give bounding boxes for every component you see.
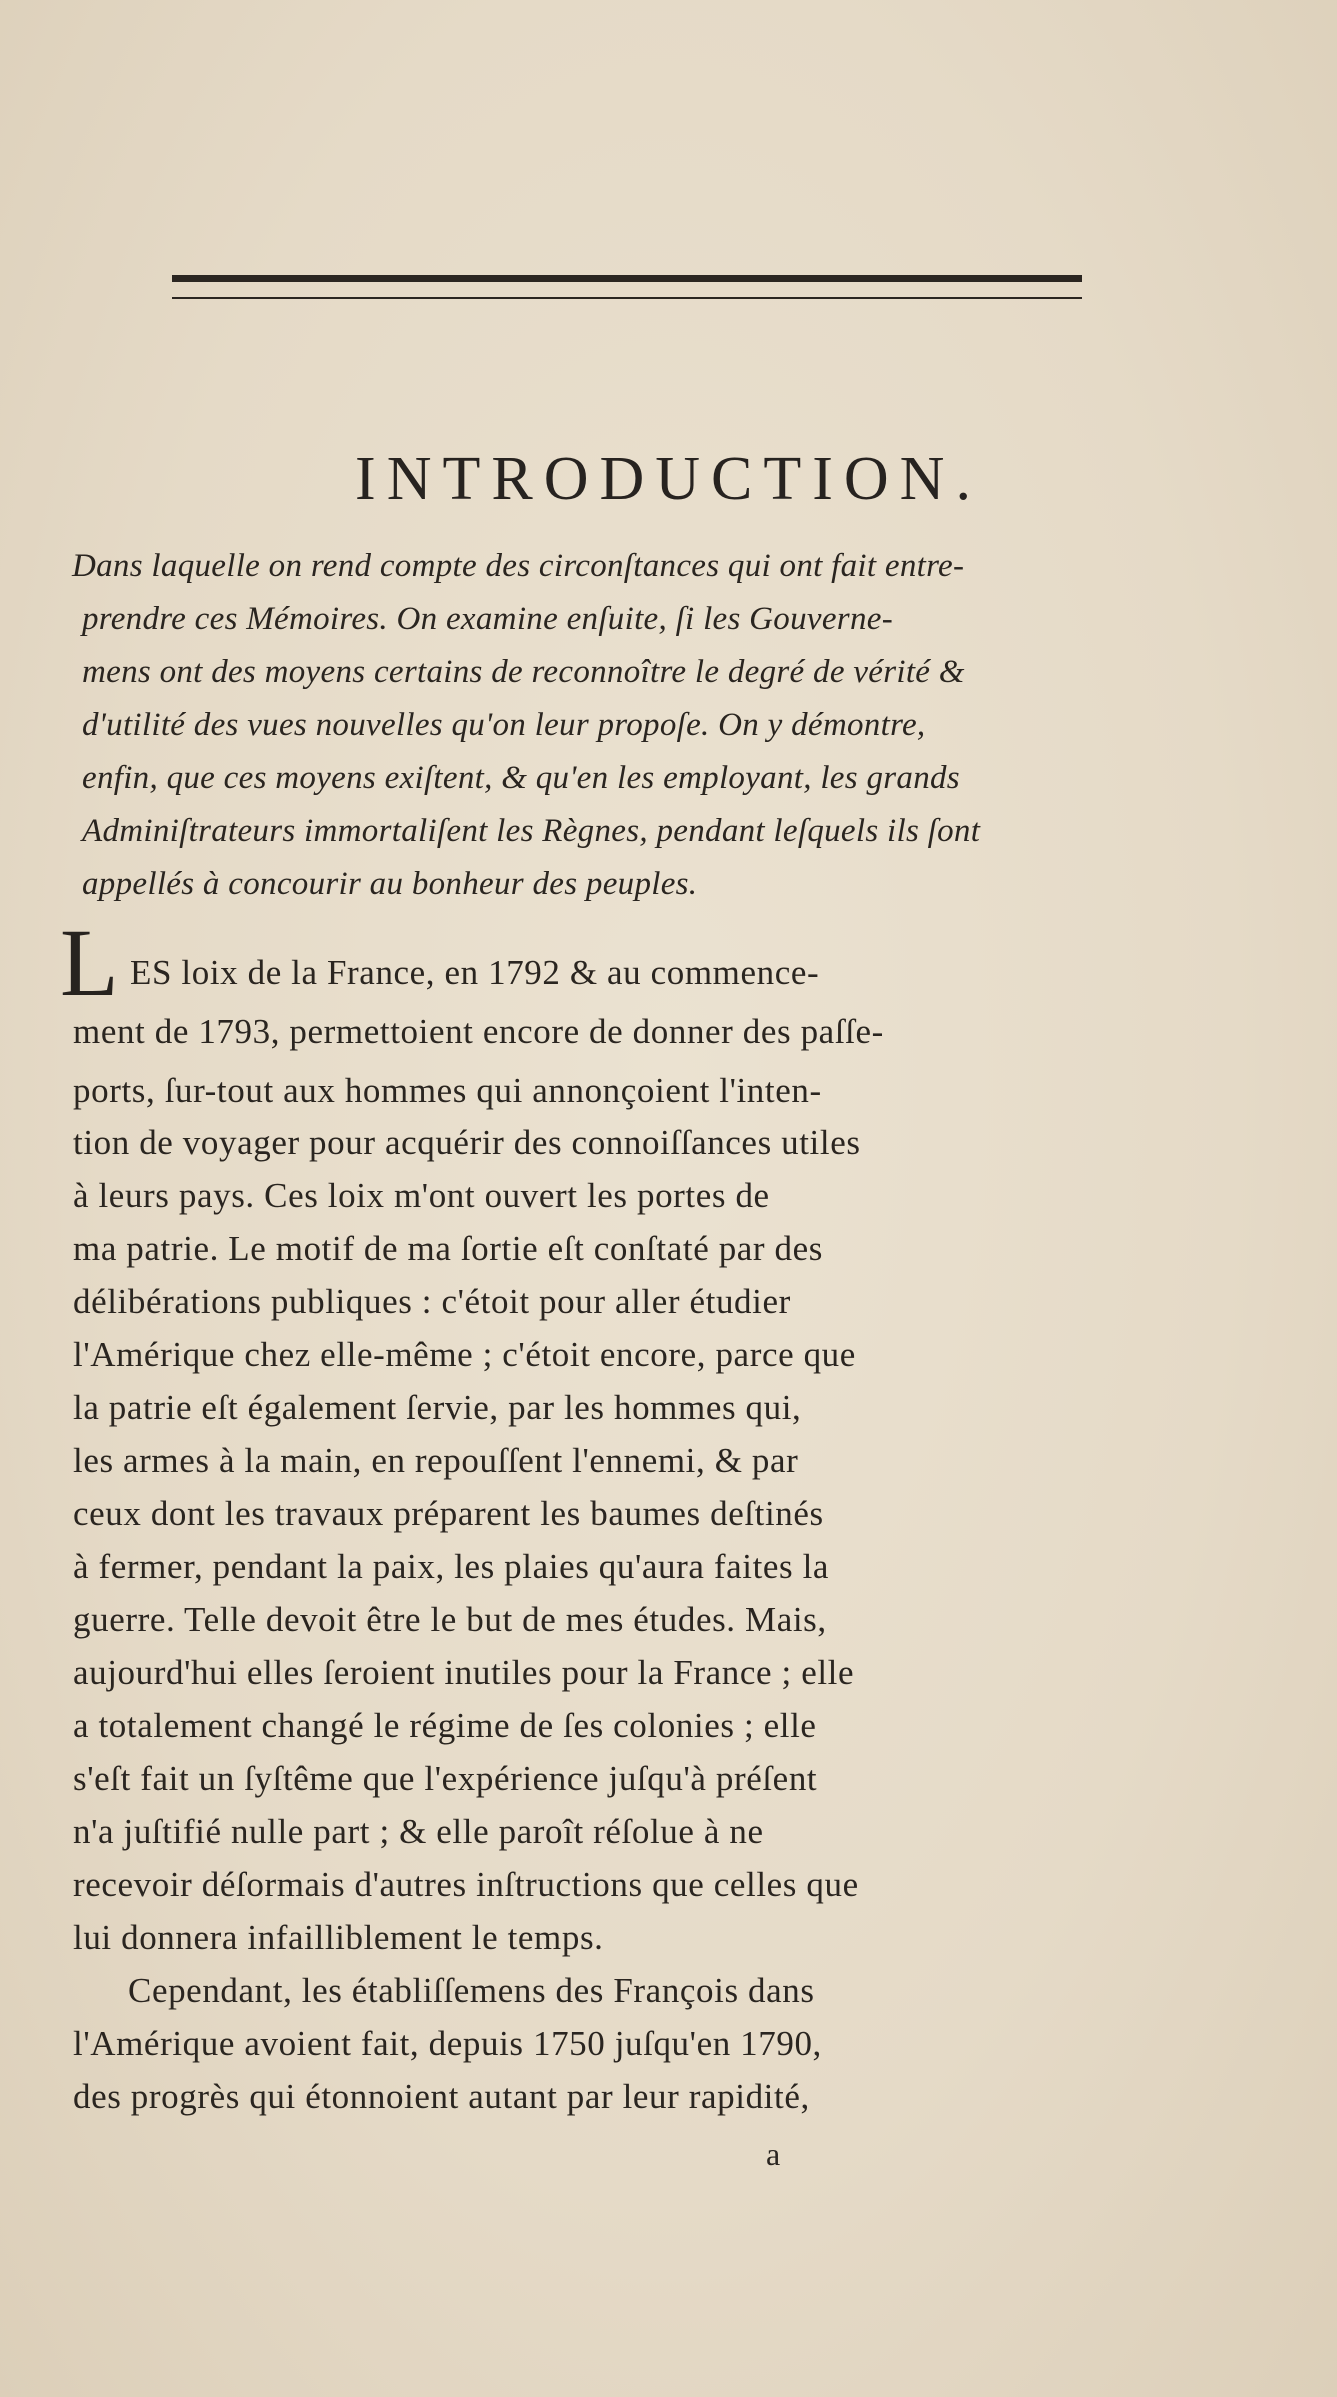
body-line: aujourd'hui elles ſeroient inutiles pour la France ; elle xyxy=(73,1653,855,1692)
body-line: les armes à la main, en repouſſent l'ennemi, & par xyxy=(73,1441,799,1480)
chapter-title: INTRODUCTION. xyxy=(355,445,982,513)
body-line: guerre. Telle devoit être le but de mes études. Mais, xyxy=(73,1600,827,1639)
body-line: l'Amérique chez elle-même ; c'étoit encore, parce que xyxy=(73,1335,856,1374)
body-line: Cependant, les établiſſemens des François dans xyxy=(128,1971,815,2010)
body-line: tion de voyager pour acquérir des connoiſſances utiles xyxy=(73,1123,861,1162)
body-line: ma patrie. Le motif de ma ſortie eſt conſtaté par des xyxy=(73,1229,823,1268)
body-line: ports, ſur-tout aux hommes qui annonçoient l'inten- xyxy=(73,1071,822,1110)
body-line: lui donnera infailliblement le temps. xyxy=(73,1918,604,1957)
body-line: à leurs pays. Ces loix m'ont ouvert les portes de xyxy=(73,1176,770,1215)
summary-line: appellés à concourir au bonheur des peuples. xyxy=(82,866,698,902)
body-line: la patrie eſt également ſervie, par les hommes qui, xyxy=(73,1388,802,1427)
drop-cap: L xyxy=(60,909,119,1016)
body-line: recevoir déſormais d'autres inſtructions que celles que xyxy=(73,1865,859,1904)
body-line: délibérations publiques : c'étoit pour aller étudier xyxy=(73,1282,791,1321)
printer-signature-mark: a xyxy=(766,2136,781,2172)
body-line: n'a juſtifié nulle part ; & elle paroît réſolue à ne xyxy=(73,1812,764,1851)
summary-line: Adminiſtrateurs immortaliſent les Règnes, pendant leſquels ils ſont xyxy=(82,813,981,849)
body-line: à fermer, pendant la paix, les plaies qu'aura faites la xyxy=(73,1547,830,1586)
body-line: des progrès qui étonnoient autant par leur rapidité, xyxy=(73,2077,810,2116)
body-line: a totalement changé le régime de ſes colonies ; elle xyxy=(73,1706,817,1745)
summary-line: Dans laquelle on rend compte des circonſtances qui ont fait entre- xyxy=(72,548,965,584)
summary-line: mens ont des moyens certains de reconnoître le degré de vérité & xyxy=(82,654,965,690)
header-rule-thin xyxy=(172,297,1082,299)
body-line: l'Amérique avoient fait, depuis 1750 juſqu'en 1790, xyxy=(73,2024,822,2063)
summary-line: enfin, que ces moyens exiſtent, & qu'en les employant, les grands xyxy=(82,760,960,796)
body-line: ceux dont les travaux préparent les baumes deſtinés xyxy=(73,1494,824,1533)
summary-line: d'utilité des vues nouvelles qu'on leur propoſe. On y démontre, xyxy=(82,707,926,743)
summary-line: prendre ces Mémoires. On examine enſuite, ſi les Gouverne- xyxy=(82,601,893,637)
body-line: ment de 1793, permettoient encore de donner des paſſe- xyxy=(73,1012,884,1051)
body-line: s'eſt fait un ſyſtême que l'expérience juſqu'à préſent xyxy=(73,1759,818,1798)
header-rule-thick xyxy=(172,275,1082,282)
body-line: ES loix de la France, en 1792 & au commence- xyxy=(130,953,820,992)
